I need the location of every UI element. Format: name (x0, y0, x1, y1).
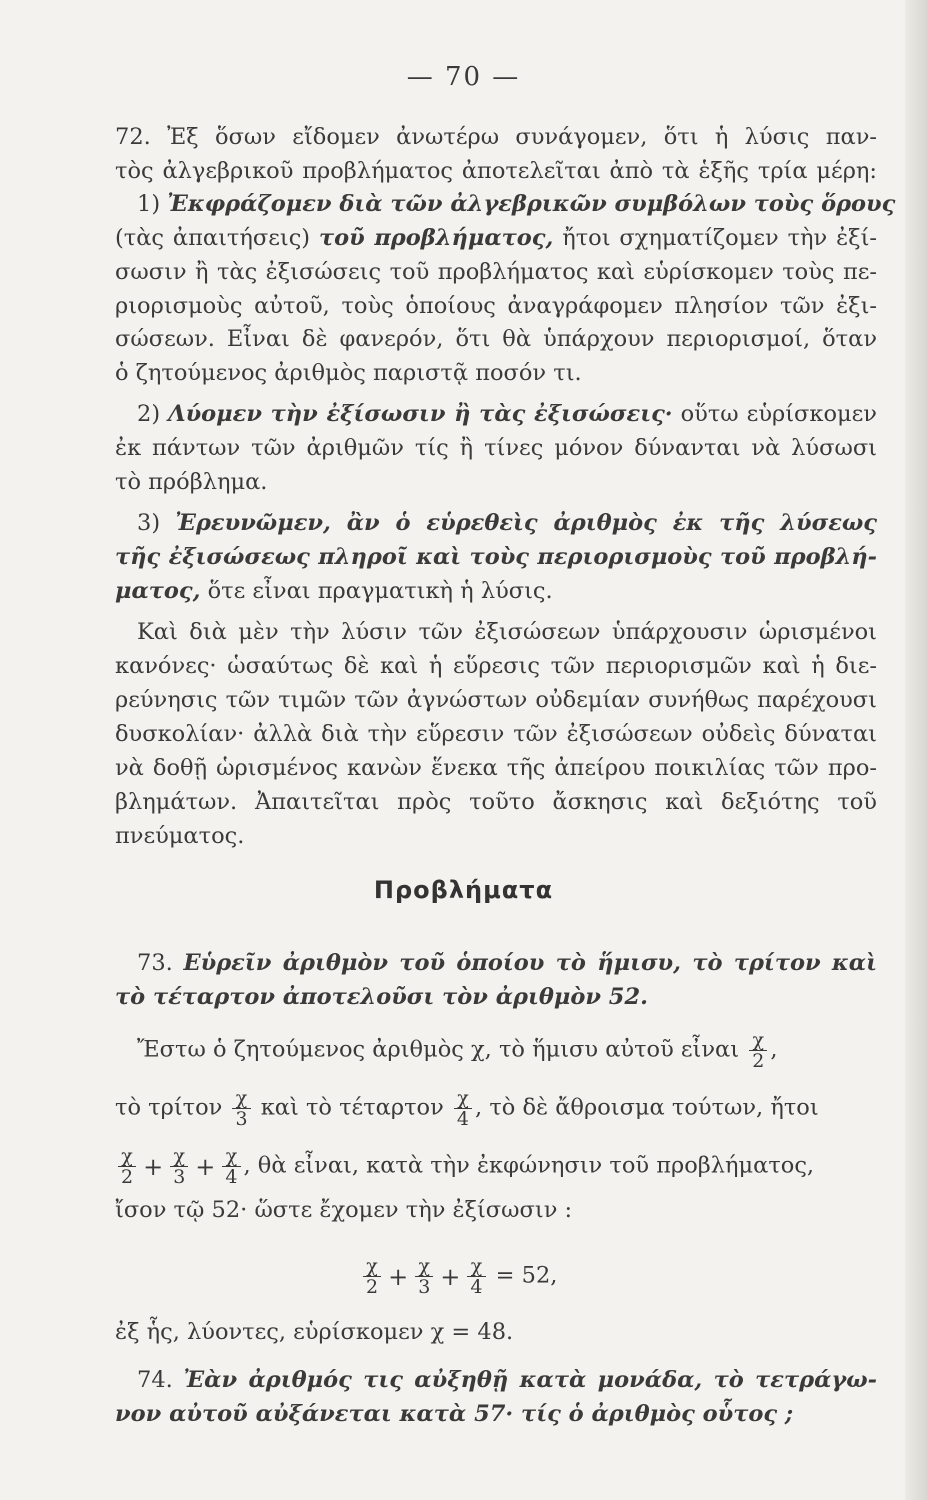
emphasis: τοῦ προβλήματος, (318, 225, 554, 251)
page-number: — 70 — (406, 62, 521, 92)
equation: $\frac{\chi}{2}$ + $\frac{\chi}{3}$ + $\frac{\chi}{4}$ = 52, (360, 1256, 760, 1297)
problem-73-line: 73. Εὑρεῖν ἀριθμὸν τοῦ ὁποίου τὸ ἥμισυ, τὸ τρίτον καὶ (137, 950, 877, 976)
problem-73-line: τὸ τέταρτον ἀποτελοῦσι τὸν ἀριθμὸν 52. (115, 984, 648, 1010)
emphasis: ματος, (115, 578, 201, 604)
text-line: ὁ ζητούμενος ἀριθμὸς παριστᾷ ποσόν τι. (115, 360, 582, 386)
text-line: 72. Ἐξ ὅσων εἴδομεν ἀνωτέρω συνάγομεν, ὅτι ἡ λύσις παν- (115, 124, 877, 150)
text-line: 3) Ἐρευνῶμεν, ἂν ὁ εὑρεθεὶς ἀριθμὸς ἐκ τῆς λύσεως (137, 510, 877, 536)
emphasis: Ἐκφράζομεν διὰ τῶν ἀλγεβρικῶν συμβόλων τοὺς ὅρους (167, 191, 896, 217)
text-line: Καὶ διὰ μὲν τὴν λύσιν τῶν ἐξισώσεων ὑπάρχουσιν ὡρισμένοι (137, 619, 877, 645)
text-line: $\frac{\chi}{2}$ + $\frac{\chi}{3}$ + $\frac{\chi}{4}$ , θὰ εἶναι, κατὰ τὴν ἐκφώνησιν τοῦ προβλήματος, (115, 1146, 877, 1187)
text-line: ἴσον τῷ 52· ὥστε ἔχομεν τὴν ἐξίσωσιν : (115, 1197, 573, 1223)
text-line: σωσιν ἢ τὰς ἐξισώσεις τοῦ προβλήματος καὶ εὑρίσκομεν τοὺς πε- (115, 259, 877, 285)
fraction-x-over-3: $\frac{\chi}{3}$ (415, 1256, 433, 1297)
problem-74-line: 74. Ἐὰν ἀριθμός τις αὐξηθῇ κατὰ μονάδα, τὸ τετράγω- (137, 1367, 878, 1393)
emphasis: Ἐὰν ἀριθμός τις αὐξηθῇ κατὰ μονάδα, τὸ τετράγω- (183, 1367, 878, 1393)
page-edge-shadow (905, 0, 927, 1500)
fraction-x-over-3: $\frac{\chi}{3}$ (232, 1088, 250, 1129)
text-line: 2) Λύομεν τὴν ἐξίσωσιν ἢ τὰς ἐξισώσεις· οὕτω εὑρίσκομεν (137, 401, 877, 427)
text-line: ἐξ ἧς, λύοντες, εὑρίσκομεν χ = 48. (115, 1319, 514, 1345)
emphasis: Ἐρευνῶμεν, ἂν ὁ εὑρεθεὶς ἀριθμὸς ἐκ τῆς λύσεως (175, 510, 877, 536)
fraction-x-over-4: $\frac{\chi}{4}$ (222, 1146, 240, 1187)
fraction-x-over-2: $\frac{\chi}{2}$ (118, 1146, 136, 1187)
text-line: Ἔστω ὁ ζητούμενος ἀριθμὸς χ, τὸ ἥμισυ αὐτοῦ εἶναι $\frac{\chi}{2}$ , (137, 1029, 778, 1072)
fraction-x-over-2: $\frac{\chi}{2}$ (363, 1256, 381, 1297)
text-line: ἐκ πάντων τῶν ἀριθμῶν τίς ἢ τίνες μόνον δύνανται νὰ λύσωσι (115, 435, 877, 461)
text-line: (τὰς ἀπαιτήσεις) τοῦ προβλήματος, ἤτοι σχηματίζομεν τὴν ἐξί- (115, 225, 877, 251)
fraction-x-over-4: $\frac{\chi}{4}$ (467, 1256, 485, 1297)
text-line: πνεύματος. (115, 823, 245, 849)
text-line: τῆς ἐξισώσεως πληροῖ καὶ τοὺς περιορισμοὺς τοῦ προβλή- (115, 544, 877, 570)
text-line: ματος, ὅτε εἶναι πραγματικὴ ἡ λύσις. (115, 578, 553, 604)
emphasis: Λύομεν τὴν ἐξίσωσιν ἢ τὰς ἐξισώσεις· (168, 401, 673, 427)
text-line: βλημάτων. Ἀπαιτεῖται πρὸς τοῦτο ἄσκησις καὶ δεξιότης τοῦ (115, 789, 877, 815)
text-line: ριορισμοὺς αὐτοῦ, τοὺς ὁποίους ἀναγράφομεν πλησίον τῶν ἐξι- (115, 293, 877, 319)
text-line: τὸς ἀλγεβρικοῦ προβλήματος ἀποτελεῖται ἀπὸ τὰ ἑξῆς τρία μέρη: (115, 158, 877, 184)
text-line: δυσκολίαν· ἀλλὰ διὰ τὴν εὕρεσιν τῶν ἐξισώσεων οὐδεὶς δύναται (115, 721, 877, 747)
text-line: 1) Ἐκφράζομεν διὰ τῶν ἀλγεβρικῶν συμβόλων τοὺς ὅρους (137, 191, 896, 217)
text-line: νὰ δοθῇ ὡρισμένος κανὼν ἕνεκα τῆς ἀπείρου ποικιλίας τῶν προ- (115, 755, 877, 781)
fraction-x-over-3: $\frac{\chi}{3}$ (170, 1146, 188, 1187)
problem-74-line: νον αὐτοῦ αὐξάνεται κατὰ 57· τίς ὁ ἀριθμὸς οὗτος ; (115, 1401, 794, 1427)
fraction-x-over-2: $\frac{\chi}{2}$ (749, 1030, 767, 1071)
text-line: κανόνες· ὡσαύτως δὲ καὶ ἡ εὕρεσις τῶν περιορισμῶν καὶ ἡ διε- (115, 653, 877, 679)
section-title: Προβλήματα (373, 876, 554, 904)
text-line: ρεύνησις τῶν τιμῶν τῶν ἀγνώστων οὐδεμίαν συνήθως παρέχουσι (115, 687, 877, 713)
text-line: σώσεων. Εἶναι δὲ φανερόν, ὅτι θὰ ὑπάρχουν περιορισμοί, ὅταν (115, 326, 877, 352)
text-line: τὸ πρόβλημα. (115, 469, 268, 495)
fraction-x-over-4: $\frac{\chi}{4}$ (454, 1088, 472, 1129)
text-line: τὸ τρίτον $\frac{\chi}{3}$ καὶ τὸ τέταρτον $\frac{\chi}{4}$ , τὸ δὲ ἄθροισμα τούτων, ἤτοι (115, 1087, 819, 1130)
emphasis: Εὑρεῖν ἀριθμὸν τοῦ ὁποίου τὸ ἥμισυ, τὸ τρίτον καὶ (183, 950, 877, 976)
